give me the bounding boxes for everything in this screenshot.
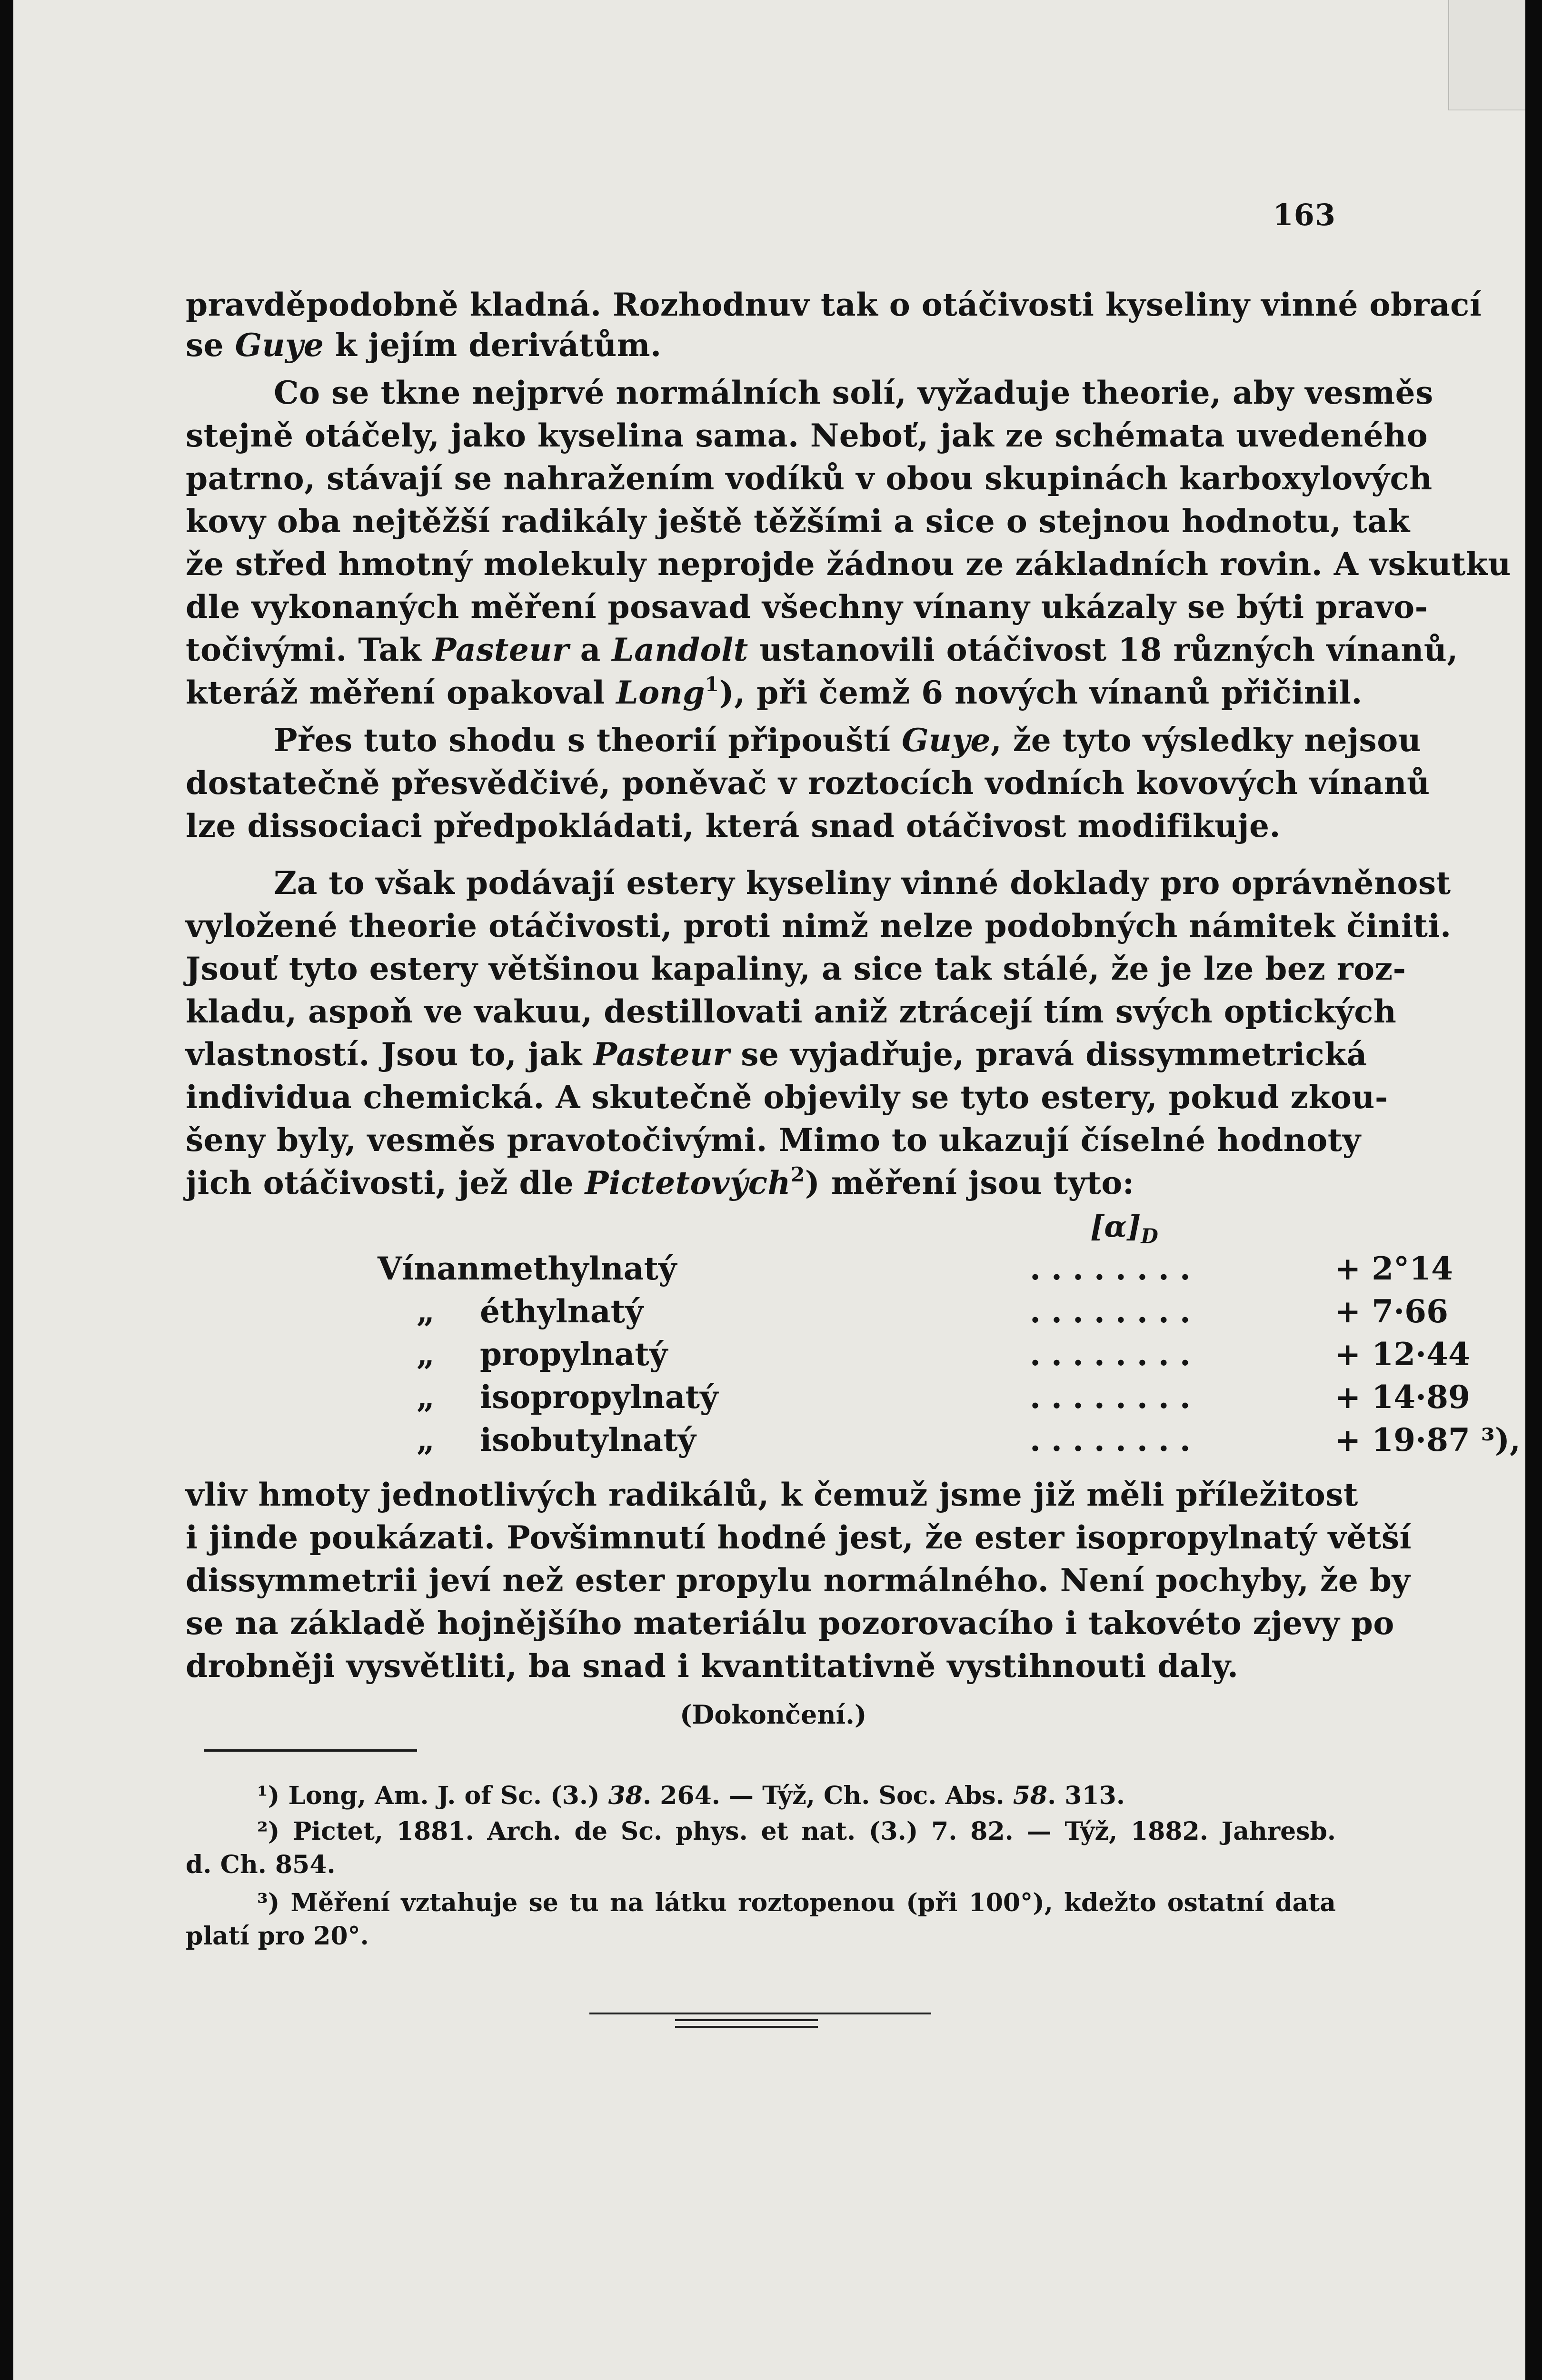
leader-dots: ........ [1030, 1378, 1201, 1416]
text-line: Co se tkne nejprvé normálních solí, vyžaduje theorie, aby vesměs [274, 374, 1433, 411]
text-line: se na základě hojnějšího materiálu pozorovacího i takovéto zjevy po [186, 1605, 1394, 1642]
rotation-value: + 12·44 [1334, 1336, 1470, 1373]
footnote-ref: 1 [705, 673, 719, 696]
text-fragment: ) měření jsou tyto: [805, 1164, 1134, 1201]
footnote-3: ³) Měření vztahuje se tu na látku roztopenou (při 100°), kdežto ostatní data [257, 1888, 1336, 1917]
leader-dots: ........ [1030, 1250, 1201, 1287]
text-line: drobněji vysvětliti, ba snad i kvantitativně vystihnouti daly. [186, 1647, 1239, 1685]
text-line: pravděpodobně kladná. Rozhodnuv tak o otáčivosti kyseliny vinné obrací [186, 286, 1482, 323]
compound-name: methylnatý [480, 1250, 677, 1287]
text-line: kovy oba nejtěžší radikály ještě těžšími a sice o stejnou hodnotu, tak [186, 503, 1410, 540]
author-name: Guye [235, 327, 324, 364]
compound-name: propylnatý [480, 1336, 668, 1373]
text-line: i jinde poukázati. Povšimnutí hodné jest, že ester isopropylnatý větší [186, 1519, 1412, 1556]
page-number: 163 [1273, 198, 1336, 232]
rotation-value: + 14·89 [1334, 1378, 1470, 1416]
text-line [186, 628, 1458, 671]
footnote-text: . 313. [1047, 1781, 1125, 1810]
specific-rotation-subscript: D [1141, 1224, 1158, 1248]
text-line [186, 671, 1363, 714]
scan-edge [1448, 0, 1525, 110]
text-line: že střed hmotný molekuly neprojde žádnou ze základních rovin. A vskutku [186, 545, 1511, 583]
text-fragment: ), při čemž 6 nových vínanů přičinil. [719, 674, 1363, 711]
footnote-text: ¹) Long, Am. J. of Sc. (3.) [257, 1781, 608, 1810]
text-line: individua chemická. A skutečně objevily se tyto estery, pokud zkou- [186, 1079, 1388, 1116]
text-line [186, 719, 1422, 762]
footnote-2-cont: d. Ch. 854. [186, 1850, 336, 1879]
text-fragment: a [569, 631, 612, 668]
text-line: dle vykonaných měření posavad všechny vínany ukázaly se býti pravo- [186, 588, 1428, 625]
compound-name: éthylnatý [480, 1293, 644, 1330]
footnote-rule [204, 1749, 417, 1752]
text-line: dostatečně přesvědčivé, poněvač v roztocích vodních kovových vínanů [186, 764, 1430, 802]
rotation-value: + 7·66 [1334, 1293, 1449, 1330]
author-name: Landolt [612, 631, 748, 668]
text-fragment: k jejím derivátům. [324, 327, 662, 364]
footnote-2: ²) Pictet, 1881. Arch. de Sc. phys. et nat. (3.) 7. 82. — Týž, 1882. Jahresb. [257, 1817, 1336, 1846]
ditto-mark: „ [417, 1293, 435, 1330]
text-line [186, 1161, 1336, 1204]
text-fragment: jich otáčivosti, jež dle [186, 1164, 585, 1201]
text-line: vyložené theorie otáčivosti, proti nimž nelze podobných námitek činiti. [186, 907, 1452, 944]
ditto-mark: „ [417, 1421, 435, 1458]
leader-dots: ........ [1030, 1421, 1201, 1458]
footnote-ref: 2 [790, 1163, 805, 1186]
compound-name: isopropylnatý [480, 1378, 718, 1416]
footnote-volume: 38 [608, 1781, 643, 1810]
text-fragment: Přes tuto shodu s theorií připouští [274, 722, 902, 759]
text-fragment: se vyjadřuje, pravá dissymmetrická [729, 1036, 1367, 1073]
leader-dots: ........ [1030, 1336, 1201, 1373]
table-header [1090, 1209, 1158, 1248]
document-page [13, 0, 1525, 2380]
rotation-value: + 19·87 ³), [1334, 1421, 1521, 1458]
text-line: patrno, stávají se nahražením vodíků v obou skupinách karboxylových [186, 460, 1433, 497]
continuation-note: (Dokončení.) [680, 1699, 867, 1730]
author-name: Pasteur [593, 1036, 730, 1073]
row-label: Vínan [378, 1250, 480, 1287]
ditto-mark: „ [417, 1378, 435, 1416]
text-fragment: , že tyto výsledky nejsou [990, 722, 1422, 759]
end-ornament-rule [589, 2013, 931, 2029]
text-line: Za to však podávají estery kyseliny vinné doklady pro oprávněnost [274, 864, 1451, 902]
footnote-3-cont: platí pro 20°. [186, 1922, 369, 1951]
rotation-value: + 2°14 [1334, 1250, 1453, 1287]
text-fragment: ustanovili otáčivost 18 různých vínanů, [748, 631, 1458, 668]
text-fragment: se [186, 327, 235, 364]
text-fragment: točivými. Tak [186, 631, 433, 668]
compound-name: isobutylnatý [480, 1421, 696, 1458]
footnote-1 [186, 1780, 1336, 1812]
footnote-volume: 58 [1013, 1781, 1048, 1810]
text-line: stejně otáčely, jako kyselina sama. Neboť, jak ze schémata uvedeného [186, 417, 1428, 454]
author-name: Pasteur [432, 631, 569, 668]
text-line: Jsouť tyto estery většinou kapaliny, a sice tak stálé, že je lze bez roz- [186, 950, 1406, 987]
text-fragment: kteráž měření opakoval [186, 674, 617, 711]
text-line: lze dissociaci předpokládati, která snad otáčivost modifikuje. [186, 807, 1281, 844]
text-line: dissymmetrii jeví než ester propylu normálného. Není pochyby, že by [186, 1562, 1411, 1599]
text-line: kladu, aspoň ve vakuu, destillovati aniž ztrácejí tím svých optických [186, 993, 1397, 1030]
footnote-text: . 264. — Týž, Ch. Soc. Abs. [643, 1781, 1013, 1810]
text-line: vliv hmoty jednotlivých radikálů, k čemuž jsme již měli příležitost [186, 1476, 1358, 1513]
author-name: Long [616, 674, 705, 711]
text-line [186, 324, 1336, 367]
author-name: Guye [902, 722, 991, 759]
author-name: Pictetových [585, 1164, 791, 1201]
text-line: šeny byly, vesměs pravotočivými. Mimo to ukazují číselné hodnoty [186, 1121, 1361, 1159]
text-fragment: vlastností. Jsou to, jak [186, 1036, 594, 1073]
specific-rotation-symbol: [α] [1090, 1209, 1141, 1244]
ditto-mark: „ [417, 1336, 435, 1373]
leader-dots: ........ [1030, 1293, 1201, 1330]
text-line [186, 1033, 1367, 1076]
